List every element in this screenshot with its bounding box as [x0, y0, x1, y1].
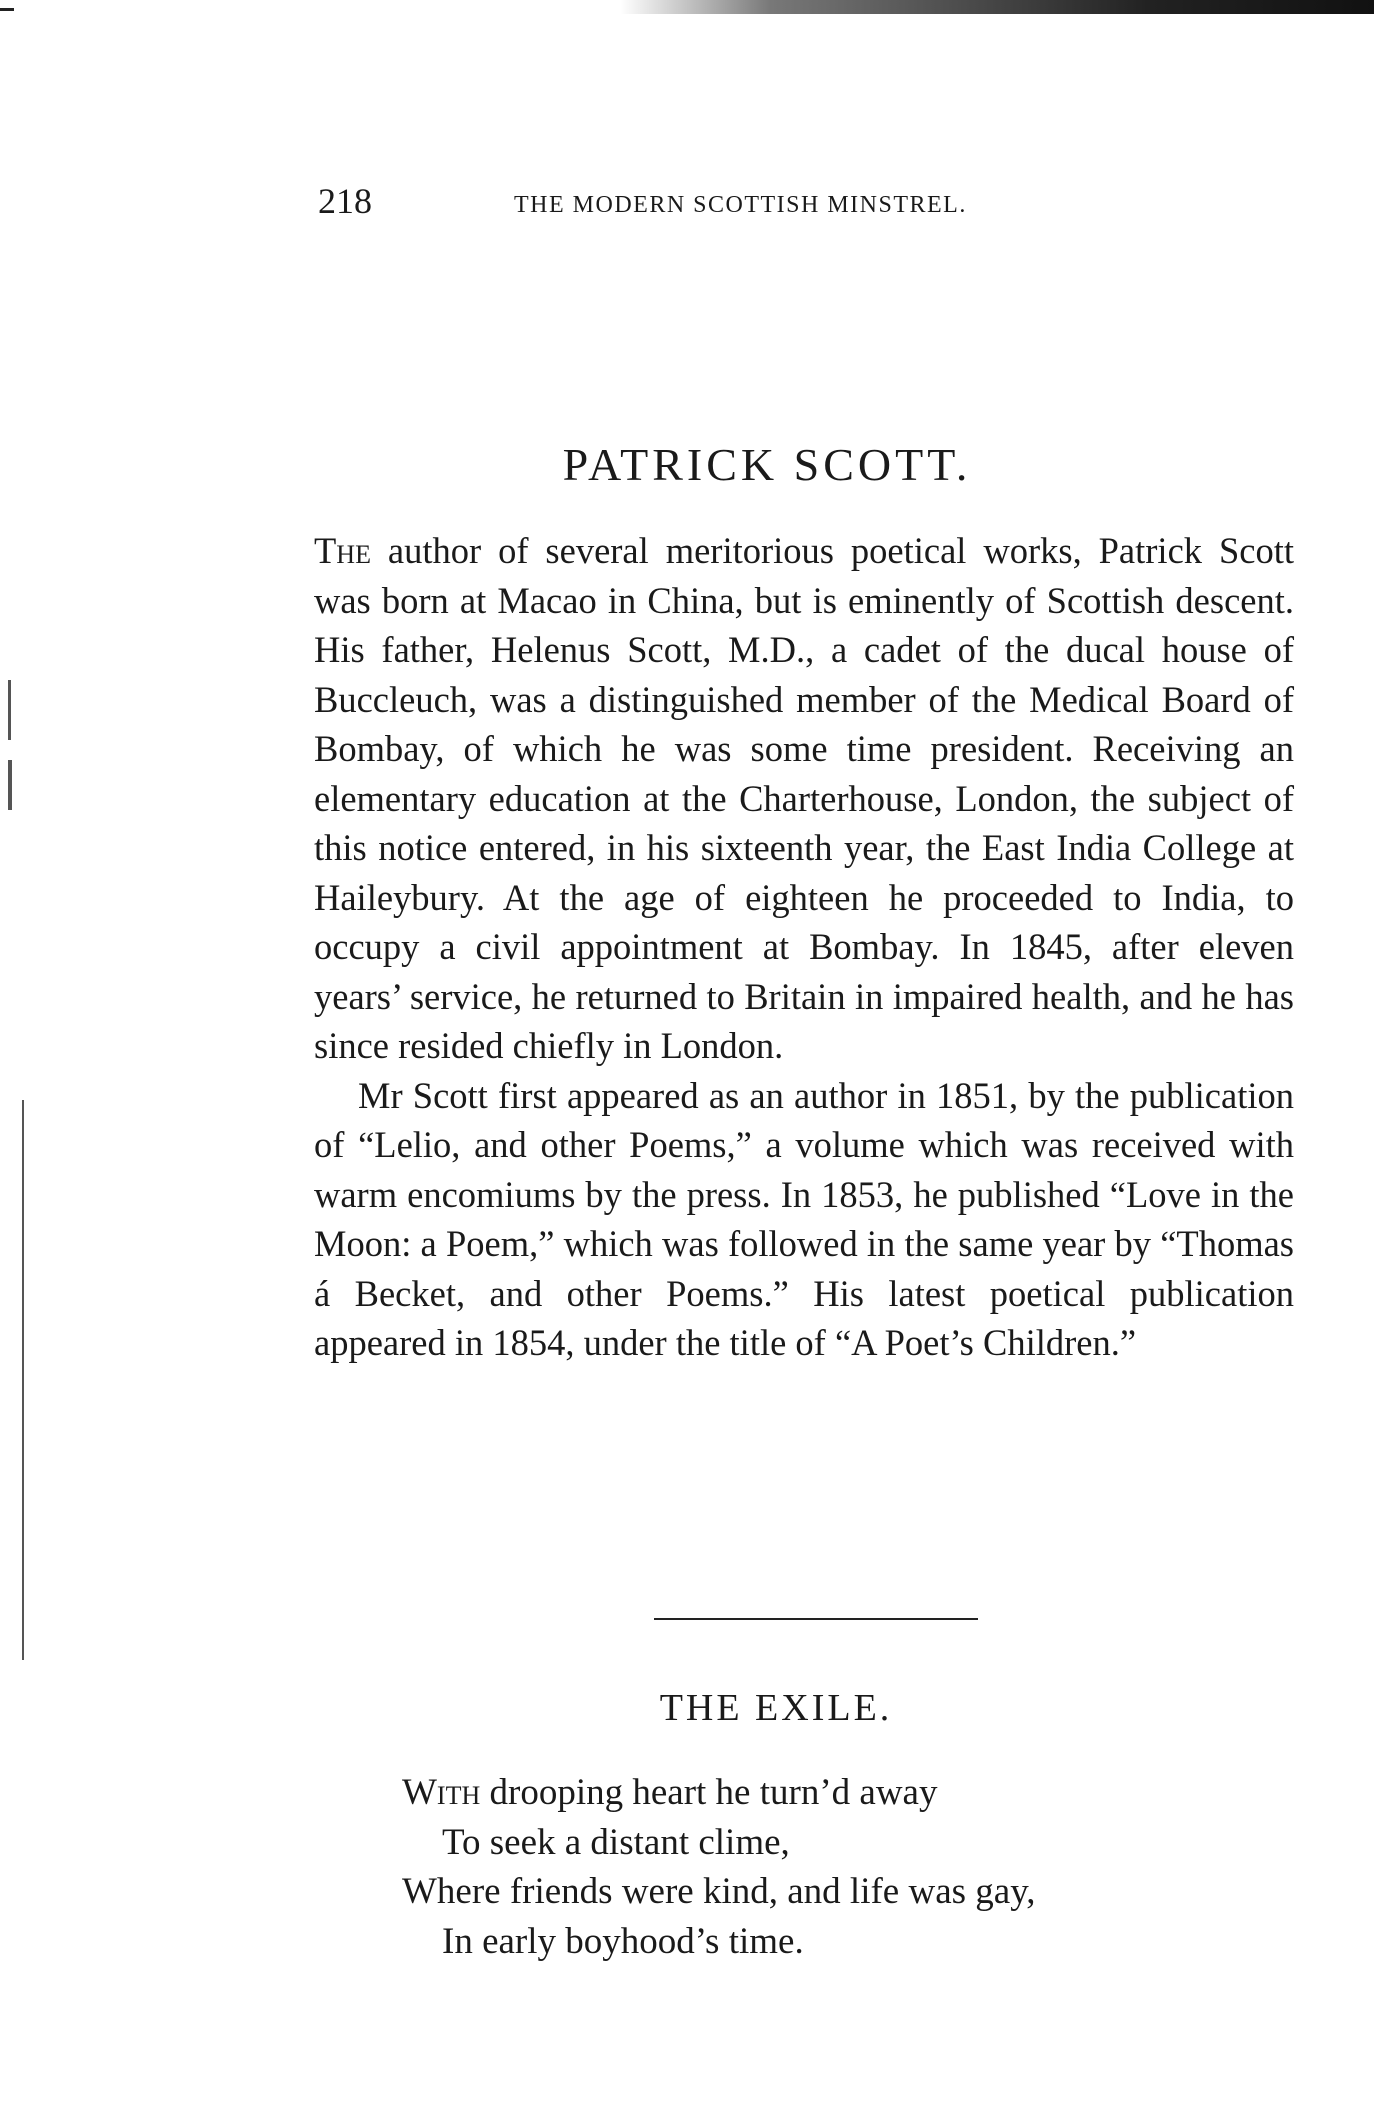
- paragraph: [314, 1071, 1294, 1368]
- paragraph: [314, 526, 1294, 1071]
- scan-gutter-mark: [8, 680, 11, 740]
- poem-line: In early boyhood’s time.: [442, 1920, 804, 1962]
- poem-first-word: With: [402, 1772, 481, 1813]
- paragraph-text: author of several meritorious poetical works, Patrick Scott was born at Macao in China, but is eminently of Scottish descent. His father, Helenus Scott, M.D., a cadet of the ducal house of Buccleuch, was a distinguished member of the Medical Board of Bombay, of which he was some time president. Receiving an elementary education at the Charterhouse, London, the subject of this notice entered, in his sixteenth year, the East India College at Haileybury. At the age of eighteen he proceeded to India, to occupy a civil appointment at Bombay. In 1845, after eleven years’ service, he returned to Britain in impaired health, and he has since resided chiefly in London.: [314, 530, 1294, 1066]
- article-title: PATRICK SCOTT.: [562, 439, 972, 490]
- poem-line: Where friends were kind, and life was gay,: [402, 1871, 1036, 1912]
- poem-line: To seek a distant clime,: [442, 1821, 790, 1863]
- running-head: THE MODERN SCOTTISH MINSTREL.: [514, 192, 967, 218]
- page-number: 218: [318, 181, 372, 221]
- page-header: [318, 180, 1148, 230]
- scan-gutter-mark: [22, 1100, 24, 1660]
- poem-line: With drooping heart he turn’d away: [402, 1772, 938, 1813]
- scan-corner-mark: [0, 8, 14, 11]
- section-divider: [654, 1618, 978, 1620]
- scan-gutter-mark: [8, 760, 12, 810]
- poem: [402, 1768, 1302, 1966]
- article-body: [314, 526, 1294, 1368]
- scan-edge-shadow: [620, 0, 1374, 14]
- paragraph-lead: The: [314, 530, 371, 571]
- paragraph-text: Mr Scott first appeared as an author in 1851, by the publication of “Lelio, and other Poems,” a volume which was received with warm encomiums by the press. In 1853, he published “Love in the Moon: a Poem,” which was followed in the same year by “Thomas á Becket, and other Poems.” His latest poetical publication appeared in 1854, under the title of “A Poet’s Children.”: [314, 1074, 1294, 1363]
- poem-title: THE EXILE.: [659, 1687, 893, 1729]
